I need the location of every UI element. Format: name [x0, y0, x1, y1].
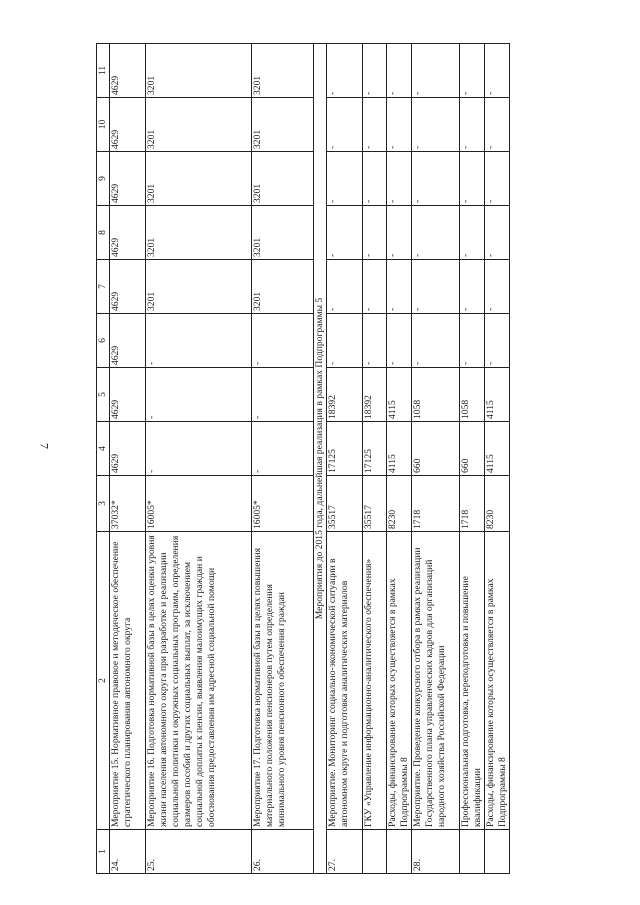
amount-cell: - [412, 206, 460, 260]
table-row [363, 44, 387, 874]
amount-cell: 1718 [460, 476, 485, 532]
amount-cell: - [252, 422, 314, 476]
amount-cell: - [412, 152, 460, 206]
amount-cell: - [363, 44, 387, 98]
amount-cell: 18392 [363, 368, 387, 422]
description-cell: Профессиональная подготовка, переподготовка и повышение квалификации [460, 532, 485, 830]
amount-cell: - [485, 98, 510, 152]
amount-cell: - [387, 98, 412, 152]
table-row [327, 44, 363, 874]
amount-cell: - [387, 314, 412, 368]
description-cell: Мероприятие 15. Нормативное правовое и методическое обеспечение стратегического планирования автономного округа [110, 532, 146, 830]
amount-cell: 4629 [110, 152, 146, 206]
amount-cell: - [363, 260, 387, 314]
row-number-cell [387, 830, 412, 874]
amount-cell: 3201 [252, 98, 314, 152]
description-cell: Расходы, финансирование которых осуществляется в рамках Подпрограммы 8 [387, 532, 412, 830]
table-row [110, 44, 146, 874]
amount-cell: - [460, 98, 485, 152]
amount-cell: 4115 [485, 422, 510, 476]
table-row [460, 44, 485, 874]
amount-cell: 4629 [110, 44, 146, 98]
amount-cell: - [485, 206, 510, 260]
amount-cell: - [327, 98, 363, 152]
row-number-cell: 26. [252, 830, 314, 874]
row-number-cell: 27. [327, 830, 363, 874]
amount-cell: - [252, 314, 314, 368]
amount-cell: 4115 [387, 422, 412, 476]
amount-cell: - [363, 314, 387, 368]
column-number-cell: 3 [97, 476, 110, 532]
row-number-cell [485, 830, 510, 874]
amount-cell: 4629 [110, 260, 146, 314]
amount-cell: - [327, 260, 363, 314]
amount-cell: - [485, 260, 510, 314]
amount-cell: 35517 [327, 476, 363, 532]
amount-cell: - [327, 44, 363, 98]
amount-cell: - [485, 152, 510, 206]
table-row [485, 44, 510, 874]
amount-cell: 3201 [146, 152, 252, 206]
schedule-table [96, 43, 510, 874]
amount-cell: 16005* [146, 476, 252, 532]
amount-cell: - [387, 206, 412, 260]
amount-cell: - [460, 206, 485, 260]
amount-cell: - [327, 206, 363, 260]
amount-cell: 3201 [146, 260, 252, 314]
amount-cell: 4115 [485, 368, 510, 422]
column-number-cell: 11 [97, 44, 110, 98]
column-number-cell: 1 [97, 830, 110, 874]
amount-cell: 18392 [327, 368, 363, 422]
amount-cell: - [460, 152, 485, 206]
amount-cell: 1058 [460, 368, 485, 422]
amount-cell: - [327, 314, 363, 368]
table-row [387, 44, 412, 874]
amount-cell: 3201 [252, 152, 314, 206]
amount-cell: 3201 [252, 260, 314, 314]
column-number-cell: 5 [97, 368, 110, 422]
amount-cell: - [412, 44, 460, 98]
amount-cell: - [412, 314, 460, 368]
table-row [146, 44, 252, 874]
amount-cell: 3201 [252, 206, 314, 260]
amount-cell: 3201 [146, 206, 252, 260]
amount-cell: 8230 [485, 476, 510, 532]
row-number-cell: 24. [110, 830, 146, 874]
amount-cell: 1058 [412, 368, 460, 422]
amount-cell: - [252, 368, 314, 422]
description-cell: Мероприятие 17. Подготовка нормативной базы в целях повышения материального положения пенсионеров путем определения минимального уровня пенсионного обеспечения граждан [252, 532, 314, 830]
amount-cell: 4629 [110, 368, 146, 422]
amount-cell: 4629 [110, 206, 146, 260]
row-number-cell [460, 830, 485, 874]
amount-cell: - [412, 98, 460, 152]
amount-cell: 4629 [110, 422, 146, 476]
description-cell: Расходы, финансирование которых осуществляется в рамках Подпрограммы 8 [485, 532, 510, 830]
column-number-cell: 9 [97, 152, 110, 206]
amount-cell: - [327, 152, 363, 206]
amount-cell: 3201 [146, 98, 252, 152]
section-heading-cell: Мероприятия до 2015 года, дальнейшая реализация в рамках Подпрограммы 5 [314, 44, 327, 874]
column-number-row [97, 44, 110, 874]
description-cell: Мероприятие. Проведение конкурсного отбора в рамках реализации Государственного плана управленческих кадров для организаций народного хозяйства Российской Федерации [412, 532, 460, 830]
amount-cell: 3201 [146, 44, 252, 98]
row-number-cell: 28. [412, 830, 460, 874]
amount-cell: - [485, 314, 510, 368]
description-cell: ГКУ «Управление информационно-аналитического обеспечения» [363, 532, 387, 830]
amount-cell: 3201 [252, 44, 314, 98]
amount-cell: - [460, 314, 485, 368]
page-number: 7 [37, 443, 52, 449]
amount-cell: 16005* [252, 476, 314, 532]
amount-cell: - [412, 260, 460, 314]
column-number-cell: 10 [97, 98, 110, 152]
amount-cell: - [460, 260, 485, 314]
amount-cell: - [387, 44, 412, 98]
column-number-cell: 4 [97, 422, 110, 476]
amount-cell: 37032* [110, 476, 146, 532]
rotated-table-container [96, 44, 572, 874]
amount-cell: 660 [412, 422, 460, 476]
table-row [252, 44, 314, 874]
description-cell: Мероприятие. Мониторинг социально-экономической ситуации в автономном округе и подготовка аналитических материалов [327, 532, 363, 830]
description-cell: Мероприятие 16. Подготовка нормативной базы в целях оценки уровня жизни населения автономного округа при разработке и реализации социальной политики и окружных социальных программ, определения размеров пособий и других социальных выплат, за исключением социальной доплаты к пенсии, выявления малоимущих граждан и обоснования предоставления им адресной социальной помощи [146, 532, 252, 830]
amount-cell: 8230 [387, 476, 412, 532]
amount-cell: 17125 [327, 422, 363, 476]
table-row [412, 44, 460, 874]
column-number-cell: 2 [97, 532, 110, 830]
amount-cell: - [363, 98, 387, 152]
amount-cell: 35517 [363, 476, 387, 532]
amount-cell: - [460, 44, 485, 98]
row-number-cell [363, 830, 387, 874]
amount-cell: 660 [460, 422, 485, 476]
amount-cell: 1718 [412, 476, 460, 532]
amount-cell: - [387, 152, 412, 206]
amount-cell: - [387, 260, 412, 314]
amount-cell: 17125 [363, 422, 387, 476]
column-number-cell: 8 [97, 206, 110, 260]
section-heading-row [314, 44, 327, 874]
row-number-cell: 25. [146, 830, 252, 874]
amount-cell: - [363, 206, 387, 260]
column-number-cell: 6 [97, 314, 110, 368]
amount-cell: - [146, 422, 252, 476]
amount-cell: - [363, 152, 387, 206]
amount-cell: - [485, 44, 510, 98]
amount-cell: - [146, 314, 252, 368]
amount-cell: - [146, 368, 252, 422]
amount-cell: 4115 [387, 368, 412, 422]
amount-cell: 4629 [110, 314, 146, 368]
column-number-cell: 7 [97, 260, 110, 314]
amount-cell: 4629 [110, 98, 146, 152]
